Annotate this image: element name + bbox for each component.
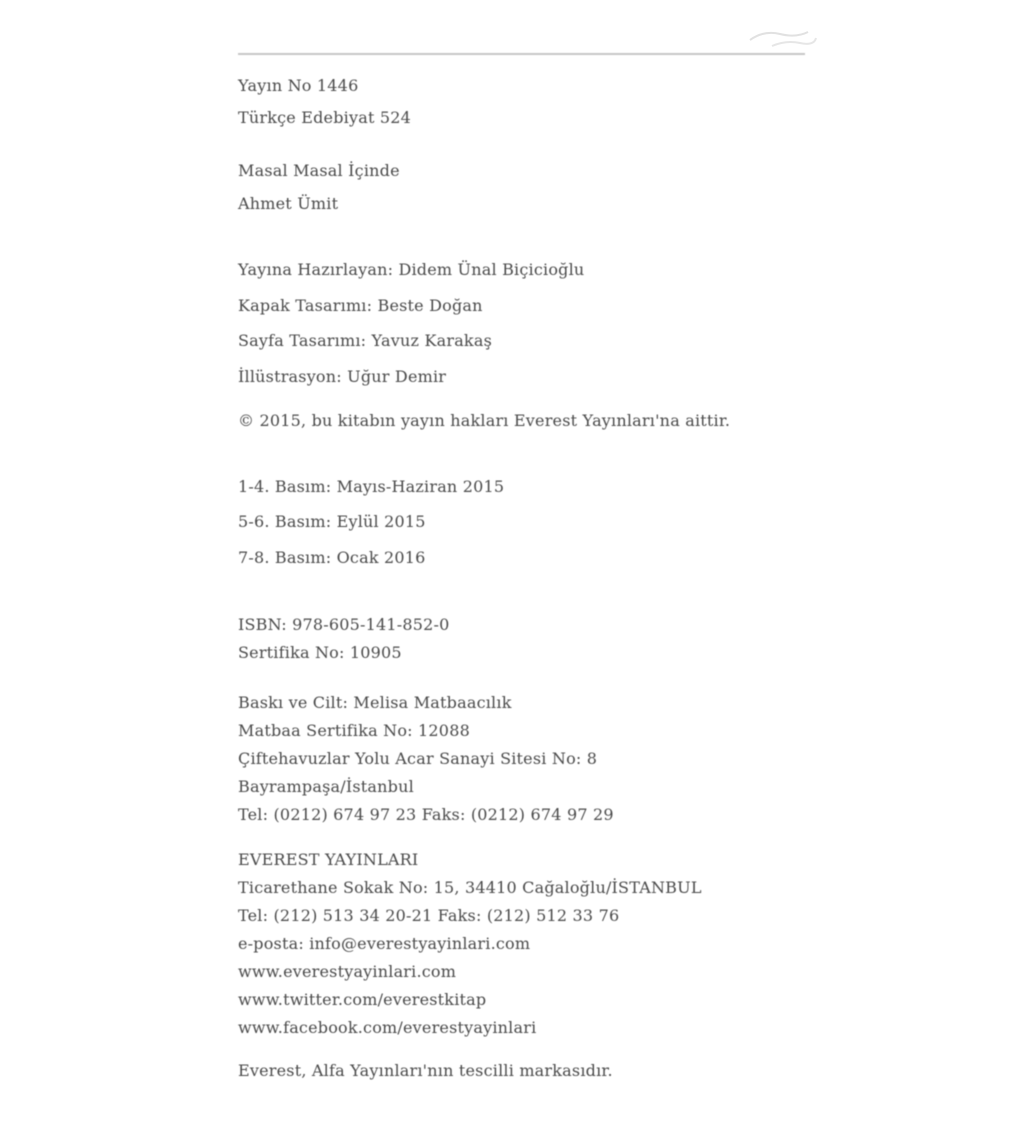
publisher-block: [238, 846, 838, 1042]
publisher-address-line: Ticarethane Sokak No: 15, 34410 Cağaloğlu/İSTANBUL: [238, 878, 702, 897]
printing-line: 1-4. Basım: Mayıs-Haziran 2015: [238, 476, 505, 496]
certificate-number-line: Sertifika No: 10905: [238, 643, 402, 662]
publication-number-line: Yayın No 1446: [238, 76, 359, 95]
top-divider-rule: [238, 53, 805, 55]
printer-name-line: Baskı ve Cilt: Melisa Matbaacılık: [238, 693, 512, 712]
printer-phone-line: Tel: (0212) 674 97 23 Faks: (0212) 674 97 29: [238, 805, 614, 824]
page-design-credit-line: Sayfa Tasarımı: Yavuz Karakaş: [238, 331, 492, 350]
printings-block: [238, 469, 838, 576]
scan-smudge-artifact: [742, 18, 822, 54]
title-block: [238, 154, 838, 220]
editor-credit-line: Yayına Hazırlayan: Didem Ünal Biçicioğlu: [238, 260, 585, 279]
printer-address-line: Çiftehavuzlar Yolu Acar Sanayi Sitesi No: 8: [238, 749, 598, 768]
publisher-email-line: e-posta: info@everestyayinlari.com: [238, 934, 531, 953]
registration-block: [238, 611, 838, 667]
book-title: Masal Masal İçinde: [238, 161, 400, 180]
printing-line: 7-8. Basım: Ocak 2016: [238, 547, 426, 567]
trademark-line: Everest, Alfa Yayınları'nın tescilli markasıdır.: [238, 1061, 613, 1080]
trademark-block: [238, 1057, 838, 1085]
publisher-phone-line: Tel: (212) 513 34 20-21 Faks: (212) 512 33 76: [238, 906, 620, 925]
isbn-line: ISBN: 978-605-141-852-0: [238, 615, 450, 634]
printer-city-line: Bayrampaşa/İstanbul: [238, 777, 414, 796]
cover-design-credit-line: Kapak Tasarımı: Beste Doğan: [238, 295, 483, 315]
publisher-website-line: www.everestyayinlari.com: [238, 962, 457, 981]
series-line: Türkçe Edebiyat 524: [238, 108, 412, 127]
publication-info-block: [238, 70, 838, 134]
credits-block: [238, 252, 838, 394]
publisher-name: EVEREST YAYINLARI: [238, 850, 419, 869]
printing-line: 5-6. Basım: Eylül 2015: [238, 512, 426, 531]
copyright-block: [238, 403, 838, 439]
printer-certificate-line: Matbaa Sertifika No: 12088: [238, 721, 470, 740]
printer-block: [238, 689, 838, 829]
colophon-text-column: [238, 53, 838, 1085]
copyright-line: © 2015, bu kitabın yayın hakları Everest Yayınları'na aittir.: [238, 411, 731, 430]
book-author: Ahmet Ümit: [238, 194, 339, 213]
publisher-facebook-line: www.facebook.com/everestyayinlari: [238, 1018, 537, 1037]
publisher-twitter-line: www.twitter.com/everestkitap: [238, 990, 487, 1009]
illustration-credit-line: İllüstrasyon: Uğur Demir: [238, 366, 447, 386]
